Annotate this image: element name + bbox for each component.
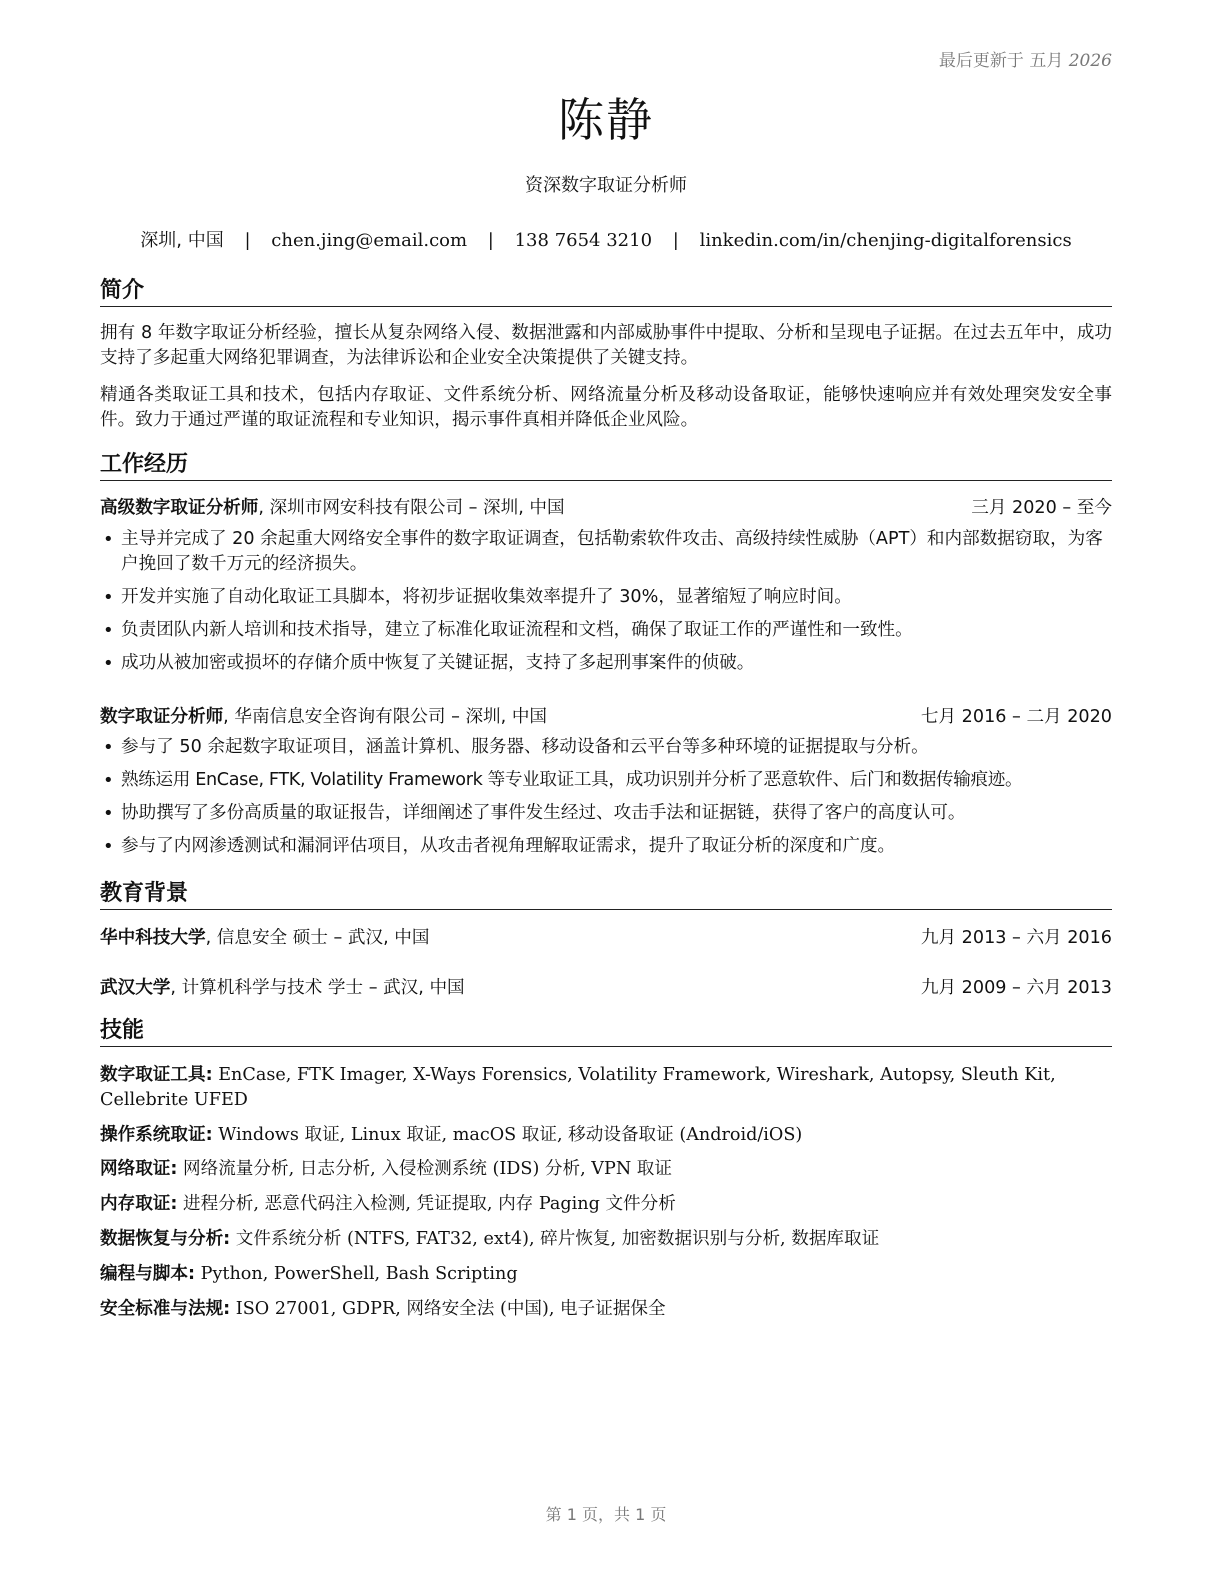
skill-row: [100, 1157, 1112, 1182]
list-item: • 成功从被加密或损坏的存储介质中恢复了关键证据，支持了多起刑事案件的侦破。: [100, 651, 1112, 676]
candidate-name: 陈静: [558, 93, 654, 147]
skill-value: ISO 27001, GDPR, 网络安全法 (中国), 电子证据保全: [230, 1299, 666, 1319]
skill-value: 进程分析, 恶意代码注入检测, 凭证提取, 内存 Paging 文件分析: [177, 1194, 676, 1214]
job-bullets: [100, 527, 1112, 684]
candidate-title: 资深数字取证分析师: [525, 175, 687, 196]
school-name: 武汉大学: [100, 978, 171, 998]
skill-label: 数据恢复与分析:: [100, 1229, 231, 1249]
contact-location: 深圳, 中国: [140, 230, 224, 251]
list-item: • 协助撰写了多份高质量的取证报告，详细阐述了事件发生经过、攻击手法和证据链，获得了客户的高度认可。: [100, 801, 1112, 826]
section-heading-skills: 技能: [100, 1017, 1112, 1047]
last-updated: 最后更新于 五月 2026: [938, 51, 1112, 71]
job-company: , 华南信息安全咨询有限公司 – 深圳, 中国: [223, 707, 548, 727]
list-item: • 开发并实施了自动化取证工具脚本，将初步证据收集效率提升了 30%，显著缩短了响应时间。: [100, 585, 1112, 610]
job-title: 高级数字取证分析师: [100, 498, 259, 518]
skill-row: [100, 1192, 1112, 1217]
skill-label: 安全标准与法规:: [100, 1299, 231, 1319]
skill-row: [100, 1262, 1112, 1287]
section-heading-education: 教育背景: [100, 880, 1112, 910]
skill-label: 编程与脚本:: [100, 1264, 196, 1284]
list-item: • 参与了内网渗透测试和漏洞评估项目，从攻击者视角理解取证需求，提升了取证分析的深度和广度。: [100, 834, 1112, 859]
skill-label: 数字取证工具:: [100, 1065, 213, 1085]
page-footer: 第 1 页，共 1 页: [545, 1505, 667, 1524]
section-heading-summary: 简介: [100, 277, 1112, 307]
resume-page: [100, 0, 1112, 1584]
skill-label: 操作系统取证:: [100, 1125, 213, 1145]
contact-linkedin[interactable]: linkedin.com/in/chenjing-digitalforensics: [699, 230, 1072, 251]
contact-separator: |: [244, 230, 251, 251]
skill-row: [100, 1063, 1112, 1113]
section-heading-experience: 工作经历: [100, 451, 1112, 481]
list-item: • 主导并完成了 20 余起重大网络安全事件的数字取证调查，包括勒索软件攻击、高级持续性威胁（APT）和内部数据窃取，为客户挽回了数千万元的经济损失。: [100, 527, 1112, 577]
contact-separator: |: [672, 230, 679, 251]
contact-separator: |: [487, 230, 494, 251]
skill-row: [100, 1297, 1112, 1322]
contact-phone: 138 7654 3210: [514, 230, 653, 251]
contact-email[interactable]: chen.jing@email.com: [271, 230, 468, 251]
degree-detail: , 信息安全 硕士 – 武汉, 中国: [205, 928, 430, 948]
summary-paragraph: 精通各类取证工具和技术，包括内存取证、文件系统分析、网络流量分析及移动设备取证，能够快速响应并有效处理突发安全事件。致力于通过严谨的取证流程和专业知识，揭示事件真相并降低企业风险。: [100, 385, 1112, 430]
job-title: 数字取证分析师: [100, 707, 224, 727]
job-company: , 深圳市网安科技有限公司 – 深圳, 中国: [258, 498, 565, 518]
list-item: • 参与了 50 余起数字取证项目，涵盖计算机、服务器、移动设备和云平台等多种环境的证据提取与分析。: [100, 735, 1112, 760]
skill-label: 网络取证:: [100, 1159, 178, 1179]
school-name: 华中科技大学: [100, 928, 206, 948]
education-dates: 九月 2009 – 六月 2013: [920, 978, 1112, 998]
skill-value: 文件系统分析 (NTFS, FAT32, ext4), 碎片恢复, 加密数据识别与分析, 数据库取证: [230, 1229, 880, 1249]
degree-detail: , 计算机科学与技术 学士 – 武汉, 中国: [170, 978, 465, 998]
skill-row: [100, 1123, 1112, 1148]
skill-value: 网络流量分析, 日志分析, 入侵检测系统 (IDS) 分析, VPN 取证: [177, 1159, 672, 1179]
job-dates: 七月 2016 – 二月 2020: [920, 707, 1112, 727]
skill-value: Windows 取证, Linux 取证, macOS 取证, 移动设备取证 (Android/iOS): [212, 1125, 803, 1145]
job-bullets: [100, 735, 1112, 867]
job-dates: 三月 2020 – 至今: [971, 498, 1112, 518]
skill-row: [100, 1227, 1112, 1252]
contact-line: [100, 226, 1112, 252]
skill-value: Python, PowerShell, Bash Scripting: [195, 1264, 518, 1284]
list-item: • 熟练运用 EnCase, FTK, Volatility Framework 等专业取证工具，成功识别并分析了恶意软件、后门和数据传输痕迹。: [100, 768, 1112, 793]
skill-value: EnCase, FTK Imager, X-Ways Forensics, Volatility Framework, Wireshark, Autopsy, Sleuth Kit, Cellebrite UFED: [100, 1065, 1056, 1110]
list-item: • 负责团队内新人培训和技术指导，建立了标准化取证流程和文档，确保了取证工作的严谨性和一致性。: [100, 618, 1112, 643]
education-dates: 九月 2013 – 六月 2016: [920, 928, 1112, 948]
skill-label: 内存取证:: [100, 1194, 178, 1214]
summary-paragraph: 拥有 8 年数字取证分析经验，擅长从复杂网络入侵、数据泄露和内部威胁事件中提取、分析和呈现电子证据。在过去五年中，成功支持了多起重大网络犯罪调查，为法律诉讼和企业安全决策提供了关键支持。: [100, 323, 1112, 368]
